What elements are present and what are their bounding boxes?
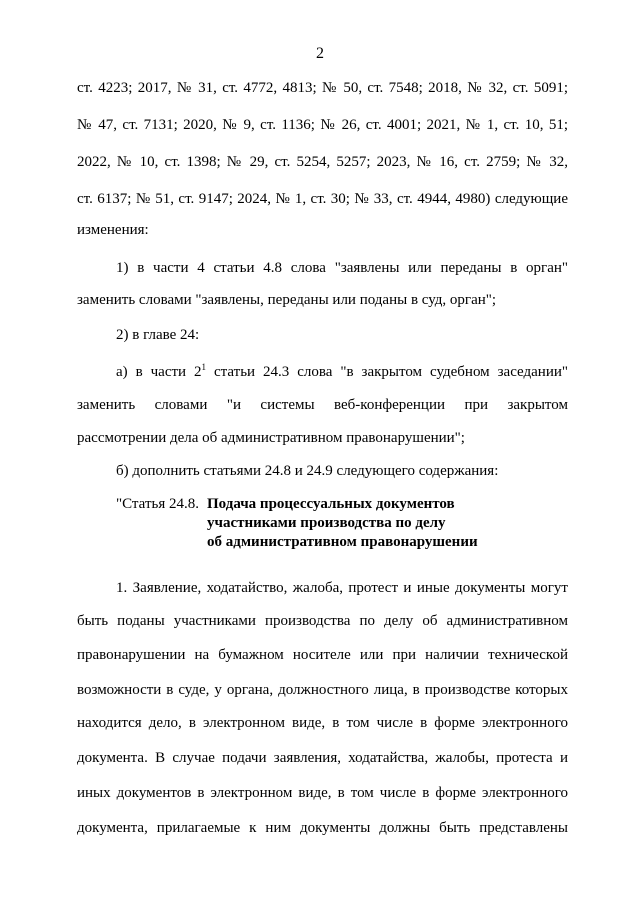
text-line: изменения:: [77, 222, 149, 238]
text-line: быть поданы участниками производства по делу об административном: [77, 613, 568, 629]
text-line: рассмотрении дела об административном правонарушении";: [77, 430, 465, 446]
text-line: документа, прилагаемые к ним документы должны быть представлены: [77, 820, 568, 836]
page-number: 2: [316, 45, 324, 62]
text-line: иных документов в электронном виде, в том числе в форме электронного: [77, 785, 568, 801]
text-line: 1. Заявление, ходатайство, жалоба, протест и иные документы могут: [116, 580, 568, 596]
superscript: 1: [201, 362, 207, 372]
text-line: 2) в главе 24:: [116, 327, 200, 343]
text-segment: статьи 24.3 слова "в закрытом судебном заседании": [206, 364, 568, 380]
text-line: заменить словами "заявлены, переданы или поданы в суд, орган";: [77, 292, 497, 308]
article-title: об административном правонарушении: [207, 534, 478, 550]
text-line: заменить словами "и системы веб-конференции при закрытом: [77, 397, 568, 413]
text-line-with-superscript: [116, 362, 568, 382]
article-title: участниками производства по делу: [207, 515, 446, 531]
text-segment: а) в части 2: [116, 364, 202, 380]
article-title: Подача процессуальных документов: [207, 496, 455, 512]
text-line: б) дополнить статьями 24.8 и 24.9 следующего содержания:: [116, 463, 499, 479]
text-line: 1) в части 4 статьи 4.8 слова "заявлены или переданы в орган": [116, 260, 568, 276]
text-line: ст. 6137; № 51, ст. 9147; 2024, № 1, ст. 30; № 33, ст. 4944, 4980) следующие: [77, 191, 568, 207]
text-line: правонарушении на бумажном носителе или при наличии технической: [77, 647, 568, 663]
article-label: "Статья 24.8.: [116, 496, 199, 512]
text-line: находится дело, в электронном виде, в том числе в форме электронного: [77, 715, 568, 731]
text-line: ст. 4223; 2017, № 31, ст. 4772, 4813; № 50, ст. 7548; 2018, № 32, ст. 5091;: [77, 80, 568, 96]
text-line: 2022, № 10, ст. 1398; № 29, ст. 5254, 5257; 2023, № 16, ст. 2759; № 32,: [77, 154, 568, 170]
text-line: № 47, ст. 7131; 2020, № 9, ст. 1136; № 26, ст. 4001; 2021, № 1, ст. 10, 51;: [77, 117, 568, 133]
text-line: документа. В случае подачи заявления, ходатайства, жалобы, протеста и: [77, 750, 568, 766]
text-line: возможности в суде, у органа, должностного лица, в производстве которых: [77, 682, 568, 698]
